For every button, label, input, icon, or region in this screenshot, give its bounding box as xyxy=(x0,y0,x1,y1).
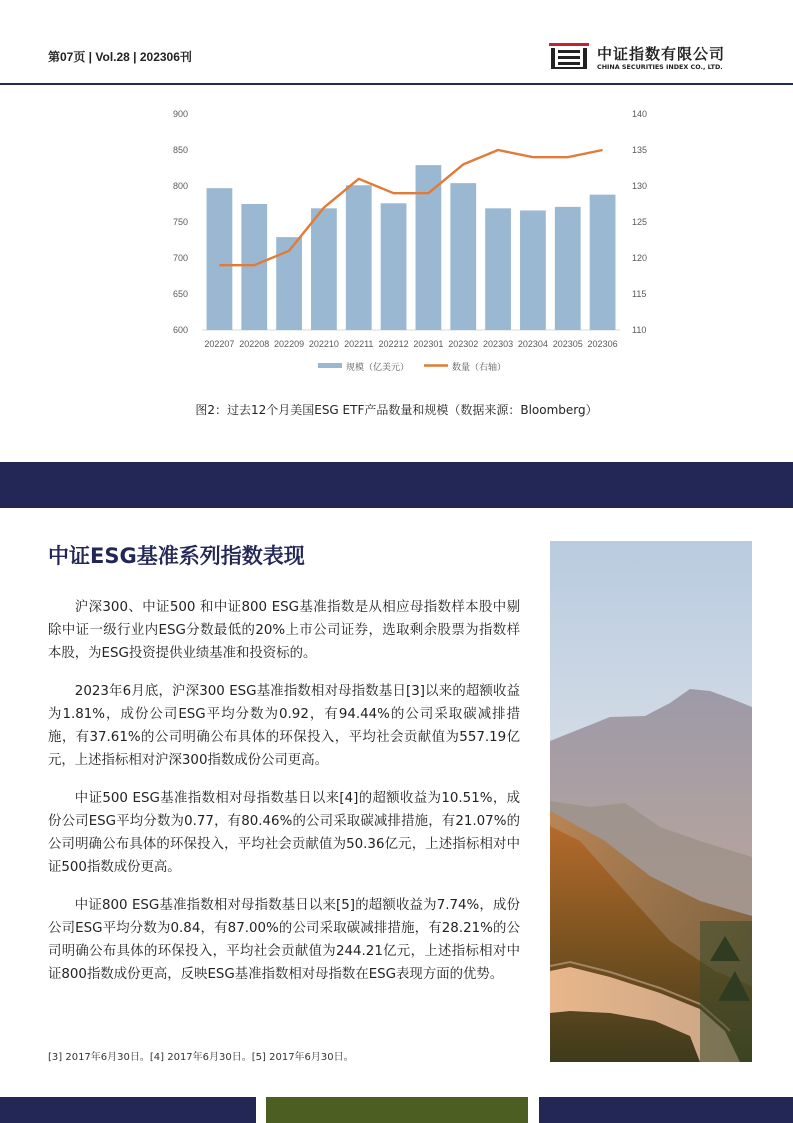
bar-202304 xyxy=(520,210,546,330)
bar-202212 xyxy=(381,203,407,330)
bar-202302 xyxy=(450,183,476,330)
x-tick-label: 202303 xyxy=(483,339,514,349)
logo-english-name: CHINA SECURITIES INDEX CO., LTD. xyxy=(597,63,723,71)
y-right-tick-label: 135 xyxy=(632,145,648,155)
x-tick-label: 202211 xyxy=(344,339,374,349)
y-right-tick-label: 110 xyxy=(632,325,647,335)
bar-202301 xyxy=(416,165,442,330)
esg-etf-chart xyxy=(160,100,650,380)
y-right-tick-label: 125 xyxy=(632,217,648,227)
y-left-tick-label: 800 xyxy=(172,181,188,191)
x-tick-label: 202306 xyxy=(587,339,618,349)
y-left-tick-label: 650 xyxy=(172,289,188,299)
landscape-image xyxy=(550,541,752,1062)
company-logo xyxy=(549,41,755,75)
x-tick-label: 202209 xyxy=(274,339,305,349)
footer-bar-center xyxy=(266,1097,528,1123)
x-tick-label: 202210 xyxy=(308,339,339,349)
bar-202306 xyxy=(590,195,616,330)
footnote: [3] 2017年6月30日。[4] 2017年6月30日。[5] 2017年6月30日。 xyxy=(48,1052,354,1063)
bar-202208 xyxy=(241,204,267,330)
legend-line-label: 数量（右轴） xyxy=(452,363,507,373)
legend-bar-swatch xyxy=(318,363,342,368)
x-tick-label: 202301 xyxy=(413,339,444,349)
x-tick-label: 202302 xyxy=(448,339,479,349)
footer-bar-right xyxy=(539,1097,793,1123)
x-tick-label: 202207 xyxy=(204,339,235,349)
section-title: 中证ESG基准系列指数表现 xyxy=(48,544,305,568)
paragraph-csi800: 中证800 ESG基准指数相对母指数基日以来[5]的超额收益为7.74%，成份公司ESG平均分数为0.84，有87.00%的公司采取碳减排措施，有28.21%的公司明确公布具体的环保投入，平均社会贡献值为244.21亿元，上述指标相对中证800指数成份更高，反映ESG基准指数相对母指数在ESG表现方面的优势。 xyxy=(48,898,520,982)
y-left-tick-label: 900 xyxy=(172,109,188,119)
chart-svg xyxy=(160,100,650,380)
y-left-tick-label: 700 xyxy=(172,253,188,263)
y-left-tick-label: 750 xyxy=(172,217,188,227)
header-rule xyxy=(0,83,793,85)
x-tick-label: 202305 xyxy=(552,339,583,349)
y-right-tick-label: 115 xyxy=(632,289,647,299)
bar-202210 xyxy=(311,208,337,330)
x-tick-label: 202212 xyxy=(378,339,409,349)
logo-chinese-name: 中证指数有限公司 xyxy=(597,45,726,63)
figure-caption: 图2：过去12个月美国ESG ETF产品数量和规模（数据来源：Bloomberg） xyxy=(195,403,598,417)
bar-202207 xyxy=(207,188,233,330)
y-right-tick-label: 120 xyxy=(632,253,648,263)
x-tick-label: 202208 xyxy=(239,339,270,349)
paragraph-intro: 沪深300、中证500 和中证800 ESG基准指数是从相应母指数样本股中剔除中证一级行业内ESG分数最低的20%上市公司证券，选取剩余股票为指数样本股，为ESG投资提供业绩基准和投资标的。 xyxy=(48,600,520,661)
body-text xyxy=(48,596,520,1001)
y-left-tick-label: 600 xyxy=(172,325,188,335)
paragraph-csi500: 中证500 ESG基准指数相对母指数基日以来[4]的超额收益为10.51%，成份公司ESG平均分数为0.77，有80.46%的公司采取碳减排措施，有21.07%的公司明确公布具体的环保投入，平均社会贡献值为50.36亿元，上述指标相对中证500指数成份更高。 xyxy=(48,791,520,875)
y-right-tick-label: 140 xyxy=(632,109,648,119)
paragraph-csi300: 2023年6月底，沪深300 ESG基准指数相对母指数基日[3]以来的超额收益为1.81%，成份公司ESG平均分数为0.92，有94.44%的公司采取碳减排措施，有37.61%的公司明确公布具体的环保投入，平均社会贡献值为557.19亿元，上述指标相对沪深300指数成份公司更高。 xyxy=(48,684,520,768)
x-tick-label: 202304 xyxy=(517,339,548,349)
y-right-tick-label: 130 xyxy=(632,181,648,191)
csi-logo-icon xyxy=(549,41,589,71)
section-divider-band xyxy=(0,462,793,508)
y-left-tick-label: 850 xyxy=(172,145,188,155)
bar-202211 xyxy=(346,185,372,330)
bar-202303 xyxy=(485,208,511,330)
footer-bar-left xyxy=(0,1097,256,1123)
bar-202305 xyxy=(555,207,581,330)
page-issue-label: 第07页 | Vol.28 | 202306刊 xyxy=(48,50,192,64)
legend-bar-label: 规模（亿美元） xyxy=(346,363,410,373)
great-wall-photo xyxy=(550,541,752,1062)
